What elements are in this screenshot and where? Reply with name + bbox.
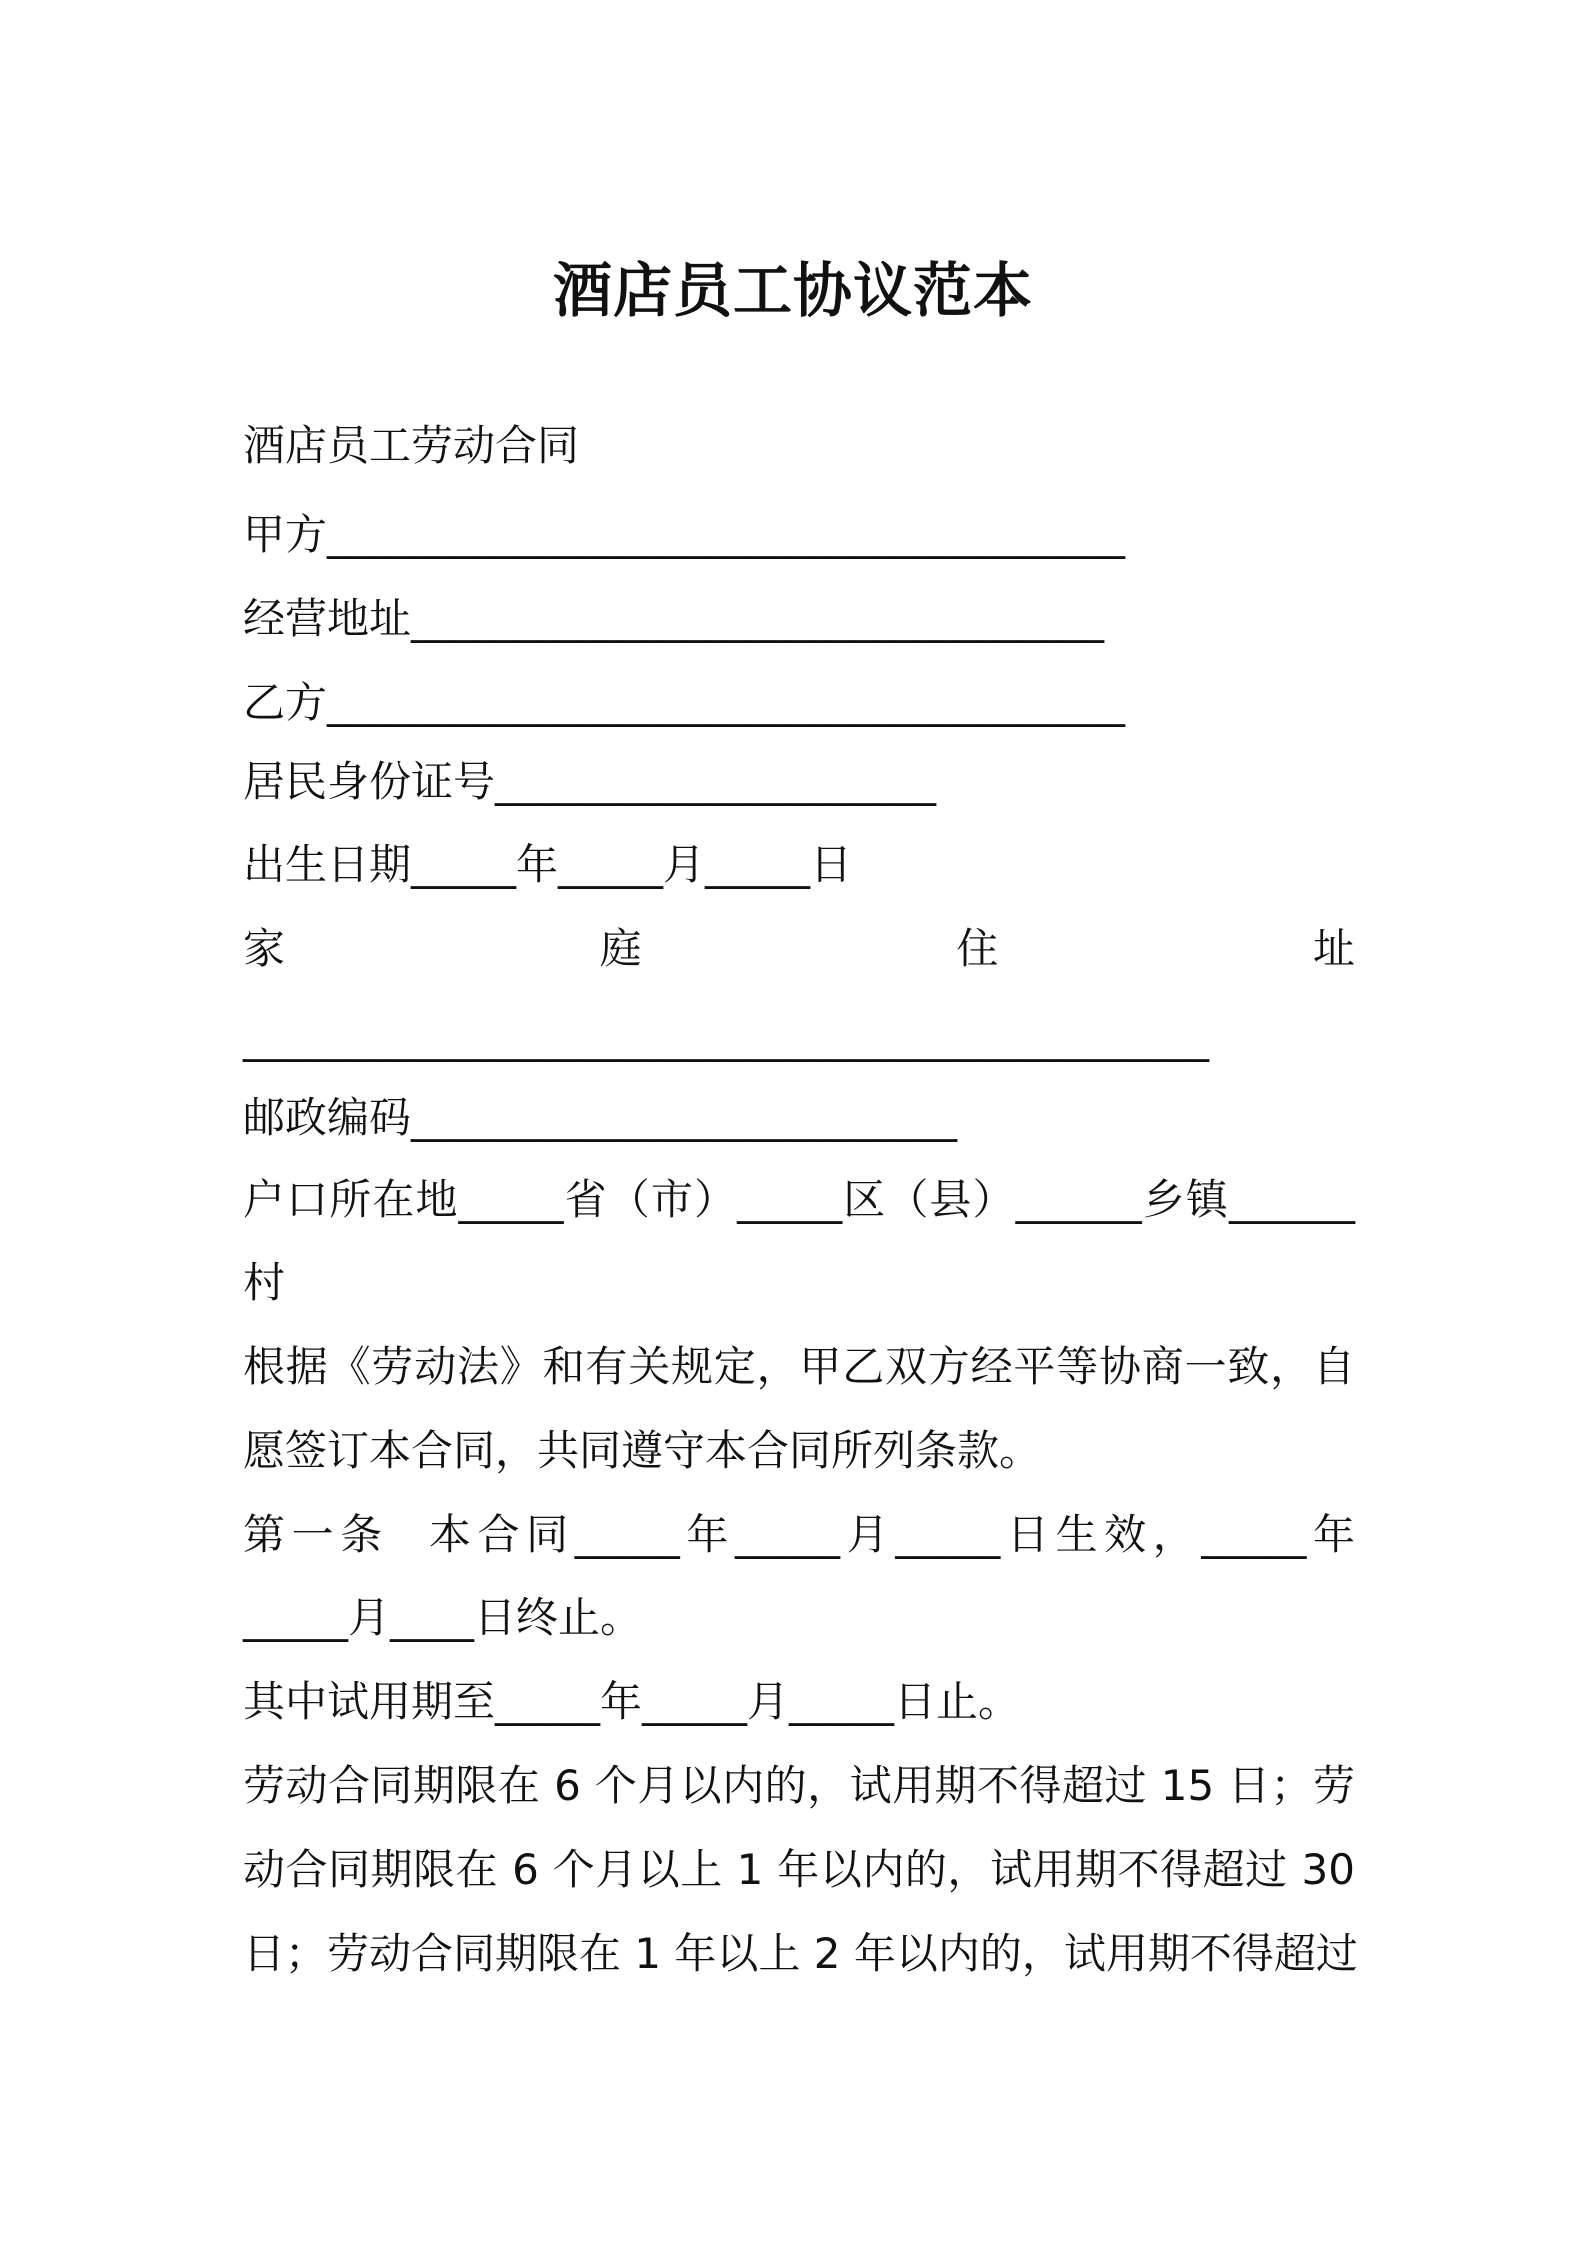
- intro-paragraph-line: 愿签订本合同，共同遵守本合同所列条款。: [243, 1426, 1042, 1475]
- household-line-cont: 村: [243, 1258, 286, 1307]
- trial-period-line: 其中试用期至_____年_____月_____日止。: [243, 1677, 1021, 1726]
- home-address-char: 家: [243, 924, 286, 973]
- id-number-line: 居民身份证号_____________________: [243, 757, 937, 806]
- article-one-line: 第一条 本合同_____年_____月_____日生效，_____年: [243, 1510, 1355, 1559]
- postal-code-line: 邮政编码__________________________: [243, 1093, 958, 1142]
- household-line: 户口所在地_____省（市）_____区（县）______乡镇______: [243, 1175, 1355, 1224]
- trial-rules-line: 动合同期限在 6 个月以上 1 年以内的，试用期不得超过 30: [243, 1845, 1355, 1894]
- home-address-blank: ______________________________________________: [243, 1013, 1209, 1062]
- home-address-char: 住: [956, 924, 999, 973]
- birth-date-line: 出生日期_____年_____月_____日: [243, 840, 853, 889]
- intro-paragraph-line: 根据《劳动法》和有关规定，甲乙双方经平等协商一致，自: [243, 1342, 1355, 1391]
- party-a-line: 甲方______________________________________: [243, 510, 1126, 559]
- trial-rules-line: 劳动合同期限在 6 个月以内的，试用期不得超过 15 日；劳: [243, 1761, 1355, 1810]
- party-b-line: 乙方______________________________________: [243, 678, 1126, 727]
- page-title: 酒店员工协议范本: [552, 256, 1033, 325]
- business-address-line: 经营地址_________________________________: [243, 594, 1105, 643]
- home-address-label: [243, 921, 1355, 977]
- trial-rules-line: 日；劳动合同期限在 1 年以上 2 年以内的，试用期不得超过: [243, 1929, 1358, 1978]
- article-one-line: _____月____日终止。: [243, 1593, 643, 1642]
- home-address-char: 庭: [599, 924, 642, 973]
- contract-subtitle: 酒店员工劳动合同: [243, 421, 580, 470]
- home-address-char: 址: [1312, 924, 1355, 973]
